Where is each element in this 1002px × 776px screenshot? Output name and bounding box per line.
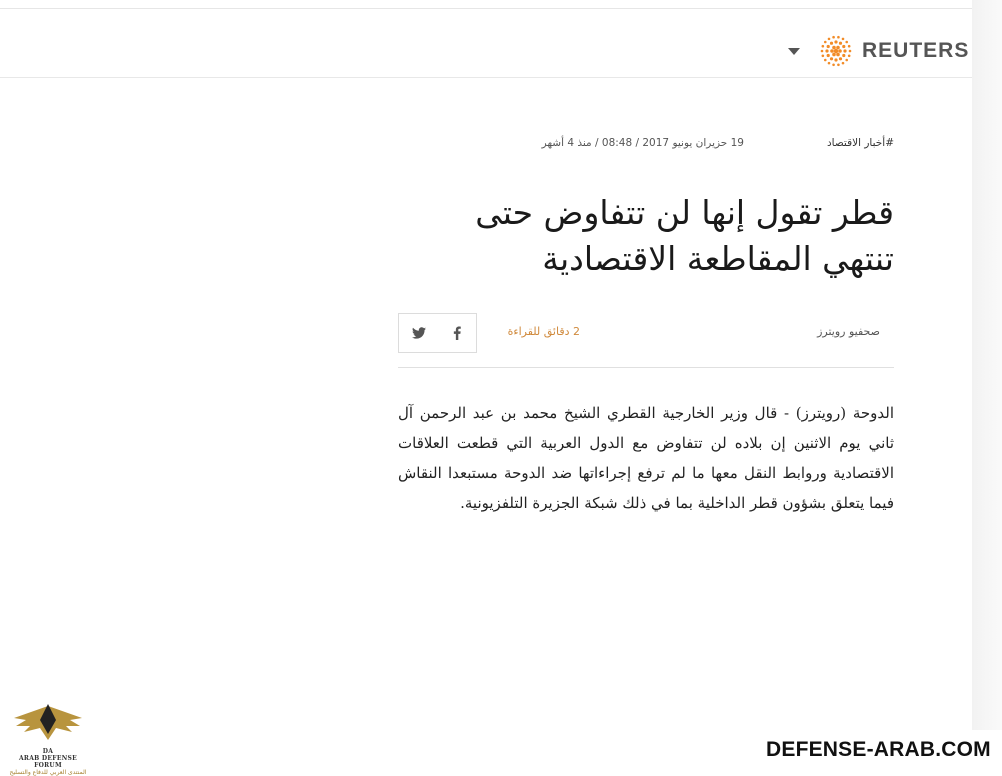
article-body: الدوحة (رويترز) - قال وزير الخارجية القطري الشيخ محمد بن عبد الرحمن آل ثاني يوم الاثنين إن بلاده لن تتفاوض مع الدول العربية التي قطعت العلاقات الاقتصادية وروابط النقل معها ما لم ترفع إجراءاتها ضد الدوحة مستبعدا النقاش فيما يتعلق بشؤون قطر الداخلية بما في ذلك شبكة الجزيرة التلفزيونية.: [398, 404, 894, 512]
byline-divider: [398, 367, 894, 368]
read-time: 2 دقائق للقراءة: [507, 325, 580, 338]
share-twitter-button[interactable]: [398, 313, 438, 353]
twitter-icon: [412, 327, 426, 339]
logo-text: REUTERS: [862, 39, 970, 62]
share-facebook-button[interactable]: [437, 313, 477, 353]
article-meta: [398, 137, 894, 155]
article-headline: قطر تقول إنها لن تتفاوض حتى تنتهي المقاطعة الاقتصادية: [475, 193, 894, 278]
dateline: 19 حزيران يونيو 2017 / 08:48 / منذ 4 أشهر: [541, 137, 744, 149]
watermark-site: DEFENSE-ARAB.COM: [766, 738, 991, 761]
scroll-gutter: [972, 0, 1002, 730]
forum-name: ARAB DEFENSE FORUM: [18, 755, 78, 769]
forum-name-ar: المنتدى العربي للدفاع والتسليح: [9, 769, 87, 776]
author-byline[interactable]: صحفيو رويترز: [817, 325, 880, 338]
site-header: [0, 9, 972, 78]
category-link[interactable]: #أخبار الاقتصاد: [826, 137, 894, 149]
facebook-icon: [452, 326, 462, 340]
reuters-dot-logo: [818, 33, 854, 69]
reuters-logo[interactable]: [818, 33, 969, 69]
byline-bar: [398, 313, 894, 353]
caret-down-icon[interactable]: [788, 48, 800, 55]
wings-emblem-icon: [6, 700, 90, 744]
forum-logo-abbr: DA: [42, 748, 54, 755]
arab-defense-forum-logo: [6, 700, 90, 776]
